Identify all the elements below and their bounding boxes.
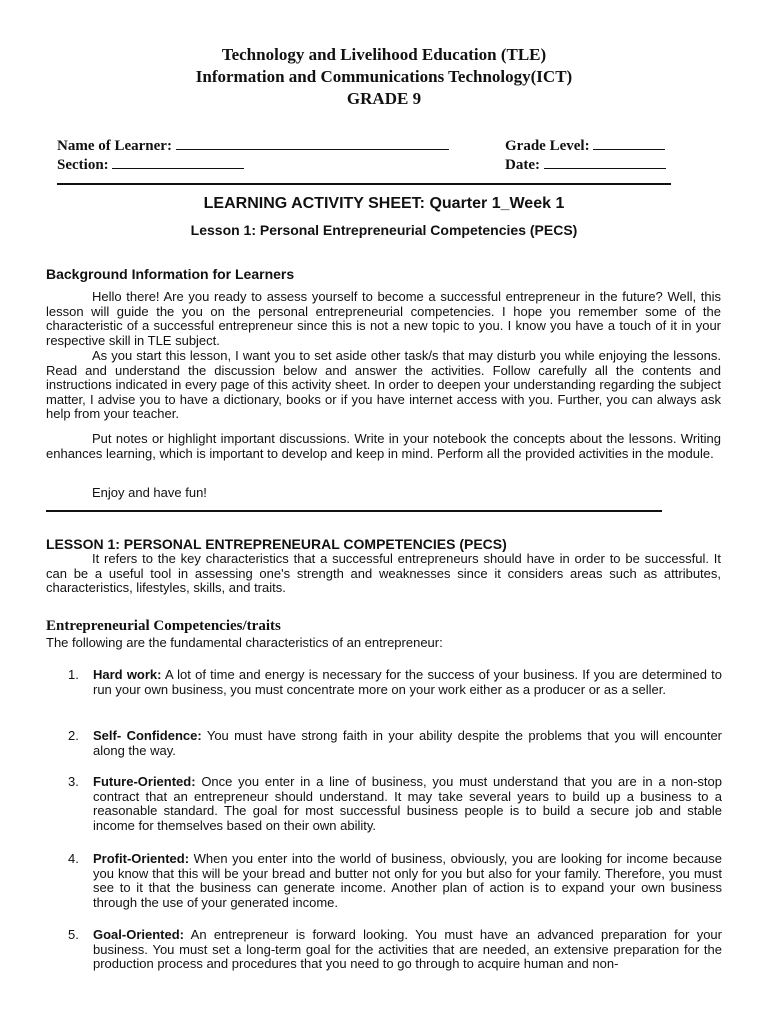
- date-field[interactable]: [505, 155, 666, 174]
- list-item-number: 2.: [68, 728, 79, 743]
- list-item: [68, 928, 722, 972]
- grade-level-label: Grade Level:: [505, 138, 590, 154]
- learner-name-label: Name of Learner:: [57, 138, 172, 154]
- learner-name-blank[interactable]: [176, 136, 449, 150]
- competencies-heading: Entrepreneurial Competencies/traits: [46, 618, 281, 634]
- background-paragraph-2: [46, 349, 721, 422]
- list-item: [68, 668, 722, 697]
- lesson-heading: LESSON 1: PERSONAL ENTREPRENEURAL COMPETENCIES (PECS): [46, 536, 507, 552]
- section-blank[interactable]: [112, 155, 244, 169]
- lesson-intro: [46, 552, 721, 596]
- list-item-term: Profit-Oriented:: [93, 851, 190, 866]
- background-paragraph-1-text: Hello there! Are you ready to assess yourself to become a successful entrepreneur in the future? Well, this lesson will guide the you on the personal entrepreneurial competencies. I hope you remember some of the characteristic of a successful entrepreneur since this is not a new topic to you. I know you have a touch of it in your respective skill in TLE subject.: [46, 289, 721, 348]
- list-item-text: When you enter into the world of business, obviously, you are looking for income because you know that this will be your bread and butter not only for you but also for your family. Therefore, you must see to it that the business can generate income. Another plan of action is to expand your own business through the use of your generated income.: [93, 851, 722, 910]
- header-subject: Technology and Livelihood Education (TLE): [221, 45, 547, 64]
- header-course: Information and Communications Technology(ICT): [195, 67, 573, 86]
- lesson-intro-text: It refers to the key characteristics that a successful entrepreneurs should have in order to be successful. It can be a useful tool in assessing one's strength and weaknesses since it considers areas such as attributes, characteristics, lifestyles, skills, and traits.: [46, 551, 721, 596]
- header-divider: [57, 183, 671, 185]
- date-blank[interactable]: [544, 155, 666, 169]
- list-item-term: Hard work:: [93, 667, 162, 682]
- background-paragraph-2-text: As you start this lesson, I want you to set aside other task/s that may disturb you while enjoying the lessons. Read and understand the discussion below and answer the activities. Follow carefully all the contents and instructions indicated in every page of this activity sheet. In order to deepen your understanding regarding the subject matter, I advise you to have a dictionary, books or if you have internet access with you. Further, you can always ask help from your teacher.: [46, 348, 721, 422]
- learner-name-field[interactable]: [57, 136, 449, 155]
- date-label: Date:: [505, 157, 540, 173]
- list-item-number: 5.: [68, 927, 79, 942]
- lesson-subtitle: Lesson 1: Personal Entrepreneurial Competencies (PECS): [190, 222, 578, 238]
- list-item-number: 1.: [68, 667, 79, 682]
- list-item-number: 4.: [68, 851, 79, 866]
- background-heading: Background Information for Learners: [46, 266, 295, 282]
- competencies-intro: The following are the fundamental characteristics of an entrepreneur:: [46, 635, 443, 650]
- grade-level-field[interactable]: [505, 136, 665, 155]
- header-grade: GRADE 9: [346, 89, 422, 108]
- section-field[interactable]: [57, 155, 244, 174]
- background-paragraph-4-text: Enjoy and have fun!: [92, 485, 207, 500]
- background-paragraph-3-text: Put notes or highlight important discussions. Write in your notebook the concepts about the lessons. Writing enhances learning, which is important to develop and keep in mind. Perform all the provided activities in the module.: [46, 431, 721, 461]
- list-item-text: Once you enter in a line of business, you must understand that you are in a non-stop contract that an entrepreneur should understand. It may take several years to build up a business to a reasonable standard. The goal for most successful business people is to build a secure job and stable income for themselves based on their own ability.: [93, 774, 722, 833]
- list-item-text: An entrepreneur is forward looking. You must have an advanced preparation for your business. You must set a long-term goal for the activities that are needed, an extensive preparation for the production process and procedures that you need to go through to acquire human and non-: [93, 927, 722, 972]
- list-item-number: 3.: [68, 774, 79, 789]
- list-item-text: A lot of time and energy is necessary for the success of your business. If you are determined to run your own business, you must concentrate more on your work either as a producer or as a seller.: [93, 667, 722, 697]
- background-paragraph-4: [46, 486, 721, 501]
- list-item-term: Goal-Oriented:: [93, 927, 185, 942]
- list-item-text: You must have strong faith in your ability despite the problems that you will encounter along the way.: [93, 728, 722, 758]
- background-paragraph-3: [46, 432, 721, 461]
- list-item: [68, 775, 722, 833]
- list-item-term: Self- Confidence:: [93, 728, 202, 743]
- list-item-term: Future-Oriented:: [93, 774, 196, 789]
- sheet-title: LEARNING ACTIVITY SHEET: Quarter 1_Week 1: [203, 195, 565, 212]
- list-item: [68, 852, 722, 910]
- section-label: Section:: [57, 157, 109, 173]
- background-paragraph-1: [46, 290, 721, 348]
- section-divider: [46, 510, 662, 512]
- grade-level-blank[interactable]: [593, 136, 665, 150]
- list-item: [68, 729, 722, 758]
